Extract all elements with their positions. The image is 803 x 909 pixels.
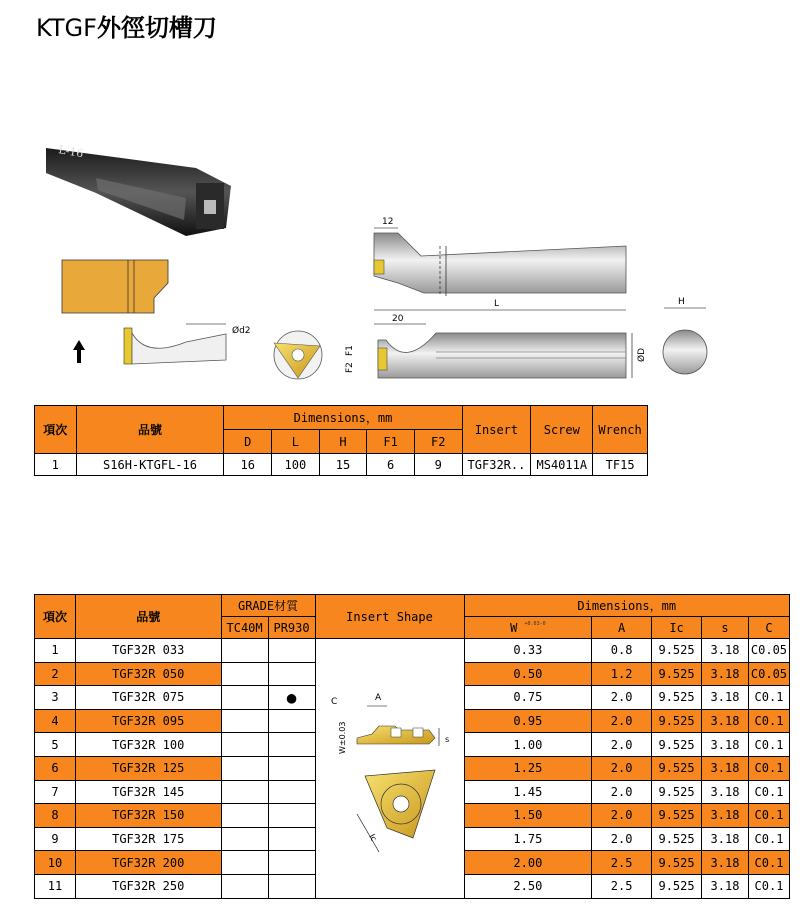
cell-item: 10 xyxy=(35,851,76,875)
cell-pr930-dot: ● xyxy=(268,686,315,710)
cell-C: C0.1 xyxy=(748,733,789,757)
shape-Ic: Ic xyxy=(366,832,378,843)
cell-tc40m xyxy=(221,733,268,757)
cell-s: 3.18 xyxy=(702,662,749,686)
cell-item: 7 xyxy=(35,780,76,804)
cell-C: C0.1 xyxy=(748,686,789,710)
th-insert: Insert xyxy=(462,406,531,454)
cell-C: C0.1 xyxy=(748,709,789,733)
cell-s: 3.18 xyxy=(702,874,749,898)
cell-pr930 xyxy=(268,804,315,828)
cell-C: C0.05 xyxy=(748,662,789,686)
title-model: KTGF xyxy=(36,14,97,42)
cell-tc40m xyxy=(221,851,268,875)
th2-item: 項次 xyxy=(35,595,76,639)
tool-label-text: L-16 xyxy=(57,143,85,161)
cell-A: 2.5 xyxy=(592,851,652,875)
cell-A: 2.0 xyxy=(592,733,652,757)
th2-C: C xyxy=(748,617,789,639)
page-title xyxy=(36,8,217,43)
cell-C: C0.1 xyxy=(748,780,789,804)
cell-insert: TGF32R.. xyxy=(462,454,531,476)
cell-W: 1.25 xyxy=(464,756,592,780)
cell-Ic: 9.525 xyxy=(652,756,702,780)
th2-s: s xyxy=(702,617,749,639)
th2-tc40m: TC40M xyxy=(221,617,268,639)
cell-s: 3.18 xyxy=(702,780,749,804)
dim-H: H xyxy=(678,297,685,307)
cell-pr930 xyxy=(268,639,315,663)
cell-part: TGF32R 100 xyxy=(75,733,221,757)
dim-20: 20 xyxy=(392,314,404,324)
cell-A: 2.0 xyxy=(592,756,652,780)
cell-W: 0.75 xyxy=(464,686,592,710)
cell-tc40m xyxy=(221,686,268,710)
th-L: L xyxy=(272,430,320,454)
cell-part: TGF32R 075 xyxy=(75,686,221,710)
th-wrench: Wrench xyxy=(593,406,648,454)
cell-Ic: 9.525 xyxy=(652,686,702,710)
cell-part: TGF32R 200 xyxy=(75,851,221,875)
cell-s: 3.18 xyxy=(702,827,749,851)
cell-Ic: 9.525 xyxy=(652,851,702,875)
th-H: H xyxy=(319,430,367,454)
cell-pr930 xyxy=(268,709,315,733)
th-F2: F2 xyxy=(414,430,462,454)
shape-C: C xyxy=(330,696,337,707)
th-dims: Dimensions，mm xyxy=(224,406,462,430)
cell-Ic: 9.525 xyxy=(652,709,702,733)
cell-item: 5 xyxy=(35,733,76,757)
cell-C: C0.1 xyxy=(748,756,789,780)
cell-tc40m xyxy=(221,756,268,780)
insert-shape-cell xyxy=(315,639,464,899)
cell-pr930 xyxy=(268,827,315,851)
cell-A: 2.0 xyxy=(592,827,652,851)
cell-F2: 9 xyxy=(414,454,462,476)
cell-L: 100 xyxy=(272,454,320,476)
cell-W: 2.00 xyxy=(464,851,592,875)
cell-W: 0.50 xyxy=(464,662,592,686)
cell-item: 11 xyxy=(35,874,76,898)
cell-W: 1.00 xyxy=(464,733,592,757)
cell-A: 0.8 xyxy=(592,639,652,663)
cell-W: 1.45 xyxy=(464,780,592,804)
feed-arrow-icon xyxy=(73,340,85,363)
cell-part: TGF32R 125 xyxy=(75,756,221,780)
shape-A: A xyxy=(374,692,381,703)
cell-pr930 xyxy=(268,874,315,898)
cell-pr930 xyxy=(268,733,315,757)
cell-pr930 xyxy=(268,851,315,875)
cell-tc40m xyxy=(221,709,268,733)
dim-d2: Ød2 xyxy=(232,326,251,336)
th2-W-tol-minus: -0 xyxy=(539,620,546,627)
cell-Ic: 9.525 xyxy=(652,733,702,757)
th-item: 項次 xyxy=(35,406,77,454)
cell-tc40m xyxy=(221,827,268,851)
th2-W xyxy=(464,617,592,639)
cell-part: TGF32R 250 xyxy=(75,874,221,898)
cell-part: TGF32R 150 xyxy=(75,804,221,828)
cell-part: TGF32R 145 xyxy=(75,780,221,804)
cell-part: S16H-KTGFL-16 xyxy=(76,454,224,476)
th2-dims: Dimensions，mm xyxy=(464,595,790,617)
tool-drawing xyxy=(36,128,716,390)
cell-pr930 xyxy=(268,662,315,686)
cell-W: 0.33 xyxy=(464,639,592,663)
cell-screw: MS4011A xyxy=(531,454,593,476)
insert-face-view xyxy=(232,325,322,379)
th2-shape: Insert Shape xyxy=(315,595,464,639)
th-F1: F1 xyxy=(367,430,415,454)
cell-A: 2.0 xyxy=(592,709,652,733)
cell-C: C0.1 xyxy=(748,827,789,851)
cell-part: TGF32R 175 xyxy=(75,827,221,851)
cell-s: 3.18 xyxy=(702,851,749,875)
holder-spec-table xyxy=(34,405,648,476)
table-row xyxy=(35,454,648,476)
end-view xyxy=(663,297,707,374)
th-screw: Screw xyxy=(531,406,593,454)
cell-F1: 6 xyxy=(367,454,415,476)
cell-W: 2.50 xyxy=(464,874,592,898)
cell-A: 1.2 xyxy=(592,662,652,686)
cell-s: 3.18 xyxy=(702,804,749,828)
cell-A: 2.5 xyxy=(592,874,652,898)
table-row xyxy=(35,639,790,663)
cell-item: 4 xyxy=(35,709,76,733)
title-name: 外徑切槽刀 xyxy=(96,14,217,42)
cell-C: C0.05 xyxy=(748,639,789,663)
cell-s: 3.18 xyxy=(702,709,749,733)
cell-item: 8 xyxy=(35,804,76,828)
cell-W: 1.75 xyxy=(464,827,592,851)
th-D: D xyxy=(224,430,272,454)
insert-triangle-view xyxy=(357,770,435,852)
cell-tc40m xyxy=(221,804,268,828)
cell-item: 1 xyxy=(35,639,76,663)
cell-tc40m xyxy=(221,639,268,663)
th2-A: A xyxy=(592,617,652,639)
cell-Ic: 9.525 xyxy=(652,639,702,663)
th2-pr930: PR930 xyxy=(268,617,315,639)
cell-A: 2.0 xyxy=(592,686,652,710)
cell-part: TGF32R 050 xyxy=(75,662,221,686)
cell-pr930 xyxy=(268,780,315,804)
th2-Ic: Ic xyxy=(652,617,702,639)
cell-wrench: TF15 xyxy=(593,454,648,476)
cell-W: 0.95 xyxy=(464,709,592,733)
dim-D: ØD xyxy=(637,347,647,362)
cell-tc40m xyxy=(221,780,268,804)
tool-photo xyxy=(46,143,231,236)
cell-item: 3 xyxy=(35,686,76,710)
cell-s: 3.18 xyxy=(702,733,749,757)
cell-C: C0.1 xyxy=(748,874,789,898)
cell-H: 15 xyxy=(319,454,367,476)
cell-s: 3.18 xyxy=(702,686,749,710)
shape-s: s xyxy=(444,734,449,744)
cell-Ic: 9.525 xyxy=(652,804,702,828)
cell-Ic: 9.525 xyxy=(652,827,702,851)
dim-F2: F2 xyxy=(345,362,355,373)
dim-F1: F1 xyxy=(345,345,355,356)
th2-W-label: W xyxy=(510,620,518,635)
cell-tc40m xyxy=(221,662,268,686)
insert-spec-table xyxy=(34,594,790,899)
th-part: 品號 xyxy=(76,406,224,454)
dim-12: 12 xyxy=(382,217,394,227)
cell-D: 16 xyxy=(224,454,272,476)
cell-pr930 xyxy=(268,756,315,780)
workpiece-icon xyxy=(62,260,168,313)
cell-item: 9 xyxy=(35,827,76,851)
cell-s: 3.18 xyxy=(702,756,749,780)
cell-tc40m xyxy=(221,874,268,898)
insert-shape-diagram xyxy=(317,642,463,892)
cell-Ic: 9.525 xyxy=(652,780,702,804)
th2-W-tol-plus: +0.03 xyxy=(524,620,540,627)
cell-part: TGF32R 095 xyxy=(75,709,221,733)
cell-C: C0.1 xyxy=(748,804,789,828)
th2-grade: GRADE材質 xyxy=(221,595,315,617)
small-bar-view xyxy=(124,324,226,364)
side-view xyxy=(345,299,647,378)
top-view xyxy=(374,217,626,296)
cell-s: 3.18 xyxy=(702,639,749,663)
cell-item: 2 xyxy=(35,662,76,686)
cell-part: TGF32R 033 xyxy=(75,639,221,663)
th2-part: 品號 xyxy=(75,595,221,639)
cell-C: C0.1 xyxy=(748,851,789,875)
cell-A: 2.0 xyxy=(592,804,652,828)
cell-W: 1.50 xyxy=(464,804,592,828)
cell-item: 1 xyxy=(35,454,77,476)
cell-Ic: 9.525 xyxy=(652,662,702,686)
dim-L: L xyxy=(494,299,500,309)
cell-A: 2.0 xyxy=(592,780,652,804)
shape-W: W±0.03 xyxy=(337,721,347,754)
cell-Ic: 9.525 xyxy=(652,874,702,898)
cell-item: 6 xyxy=(35,756,76,780)
